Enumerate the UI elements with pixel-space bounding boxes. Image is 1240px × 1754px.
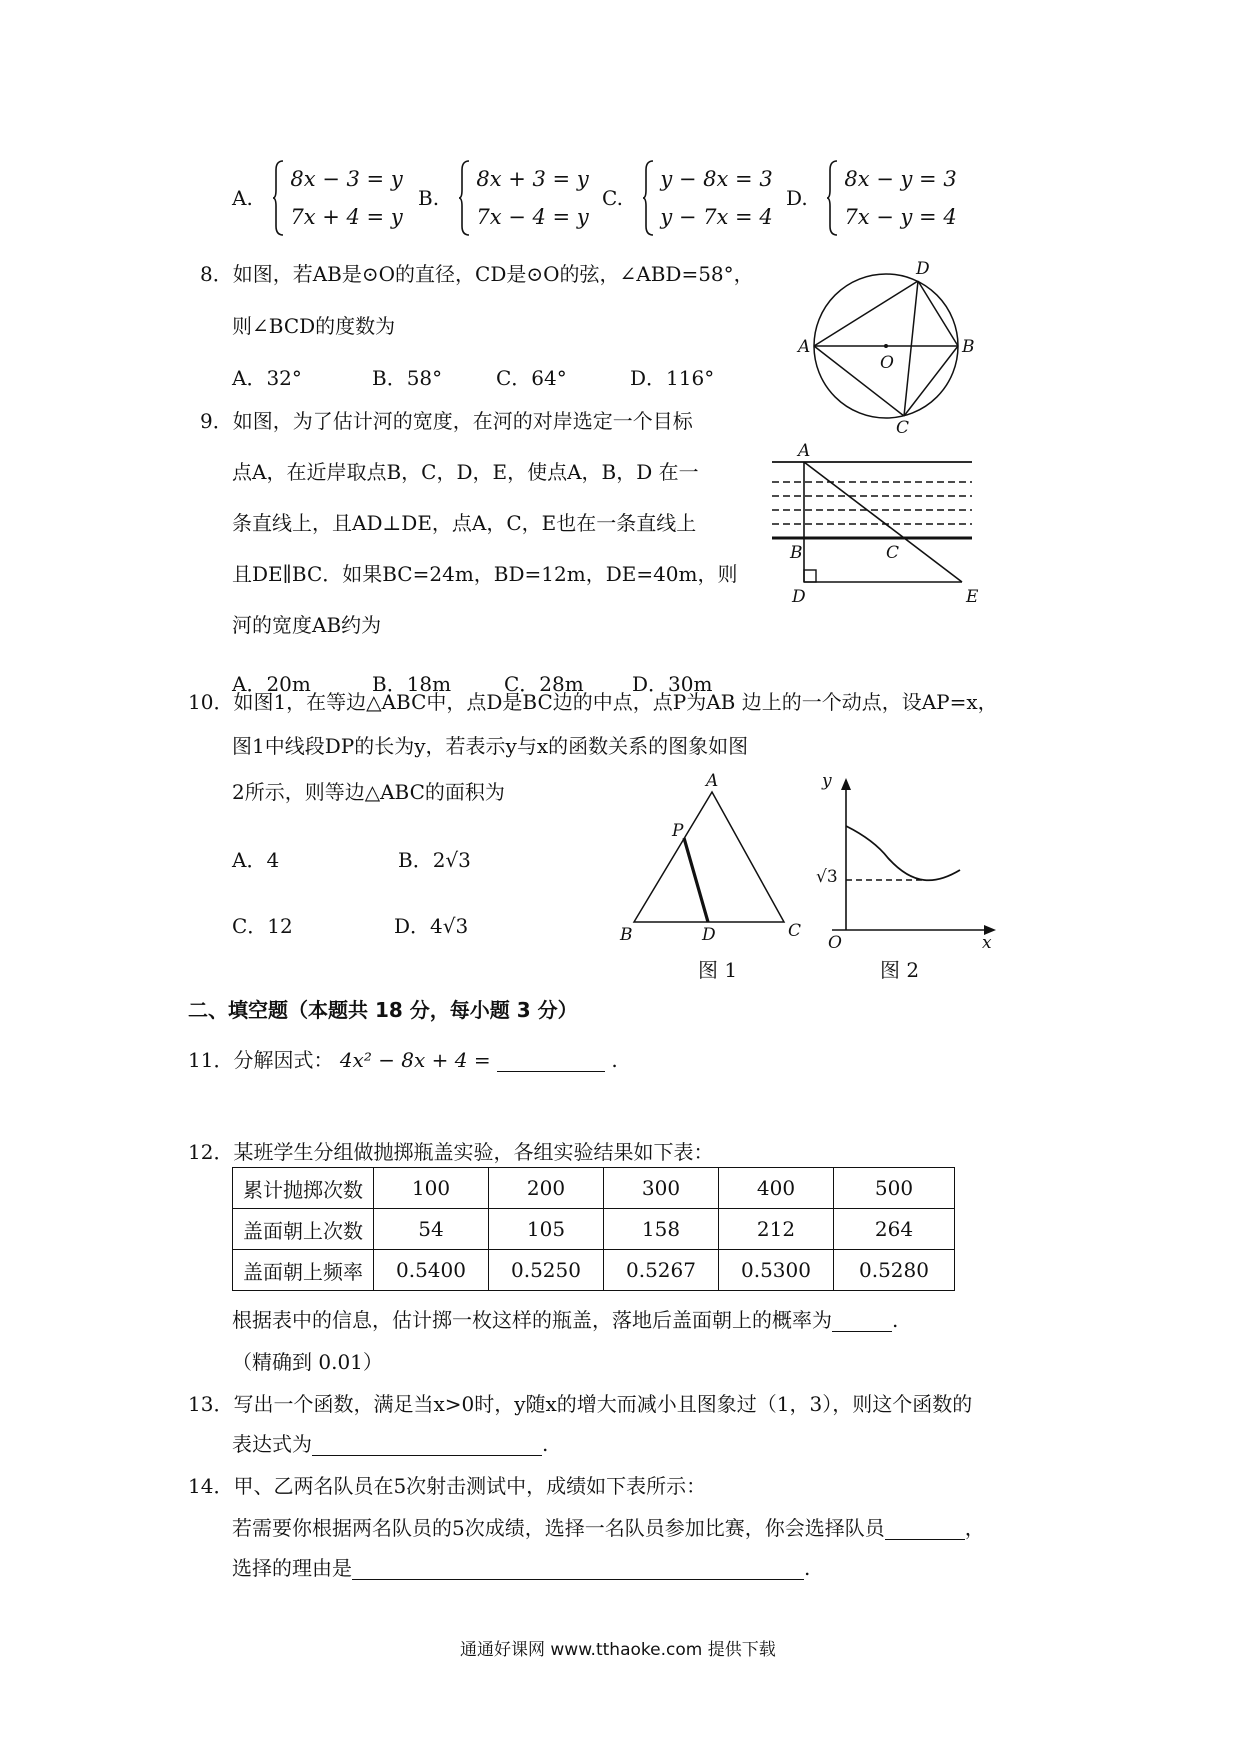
table-cell: 500 [834,1168,955,1209]
q8-option-b: B．58° [372,366,443,390]
q7-option-d [786,160,957,236]
q7-option-a-eq2: 7x + 4 = y [290,205,403,229]
q8-option-a: A．32° [232,366,302,390]
q8-line2: 则∠BCD的度数为 [232,314,396,338]
q12-line2-end: . [892,1308,899,1332]
q10-option-a: A．4 [232,848,280,872]
q8-option-d: D．116° [630,366,715,390]
q10-option-c: C．12 [232,914,293,938]
q12-line3: （精确到 0.01） [232,1350,383,1374]
q11-expression: 4x² − 8x + 4 = [339,1048,491,1072]
q7-option-a-system [272,160,402,236]
table-cell: 0.5250 [489,1250,604,1291]
table-cell: 盖面朝上频率 [233,1250,374,1291]
q7-option-b-eq2: 7x − 4 = y [476,205,589,229]
q10-triangle-figure [612,772,812,952]
q9-label-d: D [792,587,806,607]
q7-option-b-eq1: 8x + 3 = y [476,167,589,191]
q8-option-c: C．64° [496,366,567,390]
table-row [233,1168,955,1209]
q14-line2-end: ， [964,1516,985,1540]
q13-line2-text: 表达式为 [232,1432,312,1456]
table-cell: 200 [489,1168,604,1209]
q7-option-c [602,160,773,236]
q11 [188,1048,618,1072]
q7-option-c-label: C. [602,186,623,210]
q12-table [232,1167,955,1291]
q7-option-d-eq1: 8x − y = 3 [844,167,957,191]
q14-line3-text: 选择的理由是 [232,1556,352,1580]
q13-line2 [232,1432,548,1456]
table-cell: 212 [719,1209,834,1250]
q10-fig2-label-y: y [822,771,832,791]
footer-text: 通通好课网 www.tthaoke.com 提供下载 [460,1640,776,1660]
q9-line3: 条直线上，且AD⊥DE，点A，C，E也在一条直线上 [232,511,697,535]
q9-label-b: B [790,543,803,563]
q9-line5: 河的宽度AB约为 [232,613,382,637]
q8-label-d: D [916,259,930,279]
q13-answer-blank[interactable] [312,1435,542,1456]
q14-line2-text: 若需要你根据两名队员的5次成绩，选择一名队员参加比赛，你会选择队员 [232,1516,885,1540]
q11-suffix: . [611,1048,618,1072]
q9-line2: 点A，在近岸取点B，C，D，E，使点A，B，D 在一 [232,460,699,484]
table-cell: 0.5300 [719,1250,834,1291]
q10-fig1-label-p: P [672,821,684,841]
q8-label-o: O [880,353,894,373]
q8-circle-figure [796,258,976,438]
q10-fig1-label-d: D [702,925,716,945]
q8-label-a: A [798,337,811,357]
table-cell: 100 [374,1168,489,1209]
q10-line1: 10．如图1，在等边△ABC中，点D是BC边的中点，点P为AB 边上的一个动点，设AP=x， [188,690,998,714]
q7-option-b [418,160,589,236]
table-row [233,1250,955,1291]
q10-fig2-label-sqrt3: √3 [816,867,838,887]
q10-fig1-label-c: C [788,921,802,941]
table-cell: 54 [374,1209,489,1250]
q9-option-b: B．18m [372,672,452,696]
q12-line1: 12．某班学生分组做抛掷瓶盖实验，各组实验结果如下表： [188,1140,714,1164]
q8-line1: 8．如图，若AB是⊙O的直径，CD是⊙O的弦，∠ABD=58°， [200,262,754,286]
q9-line1: 9．如图，为了估计河的宽度，在河的对岸选定一个目标 [200,409,693,433]
q14-reason-blank[interactable] [352,1559,804,1580]
table-cell: 0.5267 [604,1250,719,1291]
q10-fig1-caption: 图 1 [698,958,738,982]
q7-options [232,160,403,236]
q10-line3: 2所示，则等边△ABC的面积为 [232,780,505,804]
q7-option-b-label: B. [418,186,440,210]
q7-option-c-eq2: y − 7x = 4 [660,205,773,229]
q9-option-d: D．30m [632,672,713,696]
q7-option-a-label: A. [232,186,253,210]
q10-fig2-caption: 图 2 [880,958,920,982]
q14-line2 [232,1516,985,1540]
q9-option-a: A．20m [232,672,311,696]
q13-line2-end: . [542,1432,549,1456]
q7-option-d-eq2: 7x − y = 4 [844,205,957,229]
q10-line2: 图1中线段DP的长为y，若表示y与x的函数关系的图象如图 [232,734,749,758]
table-cell: 累计抛掷次数 [233,1168,374,1209]
q13-line1: 13．写出一个函数，满足当x>0时，y随x的增大而减小且图象过（1，3），则这个函数的 [188,1392,973,1416]
q7-option-c-system [642,160,772,236]
q11-prefix: 11．分解因式： [188,1048,334,1072]
q9-label-c: C [886,543,900,563]
q10-option-b: B．2√3 [398,848,471,872]
q7-option-d-label: D. [786,186,808,210]
q7-option-b-system [458,160,588,236]
table-cell: 264 [834,1209,955,1250]
q10-graph-figure [812,770,1012,950]
q9-label-e: E [966,587,979,607]
table-row [233,1209,955,1250]
q11-answer-blank[interactable] [497,1051,605,1072]
q12-answer-blank[interactable] [832,1311,892,1332]
table-cell: 盖面朝上次数 [233,1209,374,1250]
q12-line2 [232,1308,898,1332]
table-cell: 0.5400 [374,1250,489,1291]
q7-option-c-eq1: y − 8x = 3 [660,167,773,191]
q10-fig2-label-o: O [828,933,842,950]
q10-fig1-label-b: B [620,925,633,945]
q9-river-figure [772,440,982,610]
table-cell: 400 [719,1168,834,1209]
q7-option-d-system [826,160,956,236]
table-cell: 0.5280 [834,1250,955,1291]
table-cell: 105 [489,1209,604,1250]
q8-label-b: B [962,337,975,357]
q14-line1: 14．甲、乙两名队员在5次射击测试中，成绩如下表所示： [188,1474,707,1498]
q14-player-blank[interactable] [885,1519,965,1540]
q10-option-d: D．4√3 [394,914,469,938]
q12-line2-text: 根据表中的信息，估计掷一枚这样的瓶盖，落地后盖面朝上的概率为 [232,1308,832,1332]
q9-line4: 且DE∥BC．如果BC=24m，BD=12m，DE=40m，则 [232,562,738,586]
q7-option-a-eq1: 8x − 3 = y [290,167,403,191]
q10-fig2-label-x: x [982,933,992,950]
q10-fig1-label-a: A [706,772,719,791]
q14-line3-end: . [804,1556,811,1580]
q9-option-c: C．28m [504,672,584,696]
q14-line3 [232,1556,810,1580]
table-cell: 300 [604,1168,719,1209]
section2-title: 二、填空题（本题共 18 分，每小题 3 分） [188,998,578,1022]
q9-label-a: A [798,441,811,461]
table-cell: 158 [604,1209,719,1250]
q8-label-c: C [896,418,910,438]
